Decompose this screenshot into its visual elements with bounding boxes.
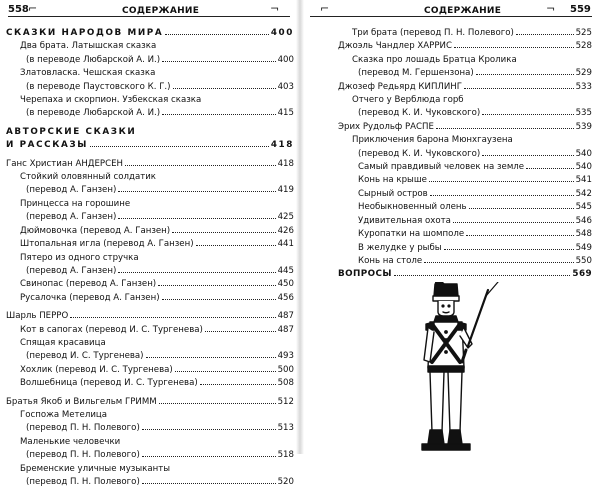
toc-entry: Принцесса на горошине	[20, 198, 131, 209]
header-rule	[8, 16, 290, 17]
toc-entry: Удивительная охота 546	[358, 215, 592, 226]
right-page-number: 559	[570, 4, 591, 15]
toc-entry: (в переводе Любарской А. И.) 400	[26, 54, 294, 65]
ornament-icon: ⌐	[28, 2, 38, 15]
toc-section: АВТОРСКИЕ СКАЗКИ	[6, 126, 137, 137]
toc-entry: Волшебница (перевод И. С. Тургенева) 508	[20, 378, 294, 389]
toc-entry: (в переводе Любарской А. И.) 415	[26, 108, 294, 119]
toc-entry: Спящая красавица	[20, 337, 106, 348]
toc-entry: Госпожа Метелица	[20, 409, 108, 420]
toc-entry: Черепаха и скорпион. Узбекская сказка	[20, 95, 202, 106]
toc-author: Ганс Христиан АНДЕРСЕН 418	[6, 158, 294, 169]
toc-author: Джозеф Редьярд КИПЛИНГ 533	[338, 81, 592, 92]
toc-entry: Куропатки на шомполе 548	[358, 229, 592, 240]
ornament-icon: ¬	[270, 2, 280, 15]
toc-entry: (перевод К. И. Чуковского) 540	[358, 148, 592, 159]
toc-entry: (перевод А. Ганзен) 419	[26, 185, 294, 196]
toc-entry: Необыкновенный олень 545	[358, 202, 592, 213]
toc-entry: (перевод П. Н. Полевого) 518	[26, 450, 294, 461]
toc-left	[6, 27, 294, 489]
tin-soldier-illustration	[408, 282, 508, 454]
toc-entry: Самый правдивый человек на земле 540	[358, 162, 592, 173]
toc-entry: (перевод М. Гершензона) 529	[358, 68, 592, 79]
left-page-header: СОДЕРЖАНИЕ	[122, 6, 200, 16]
toc-entry: (в переводе Паустовского К. Г.) 403	[26, 81, 294, 92]
toc-entry: Кот в сапогах (перевод И. С. Тургенева) 487	[20, 324, 294, 335]
header-rule	[310, 16, 592, 17]
toc-entry: Маленькие человечки	[20, 436, 121, 447]
ornament-icon: ¬	[546, 2, 556, 15]
toc-entry: (перевод К. И. Чуковского) 535	[358, 108, 592, 119]
toc-entry: Русалочка (перевод А. Ганзен) 456	[20, 292, 294, 303]
toc-entry: Дюймовочка (перевод А. Ганзен) 426	[20, 225, 294, 236]
toc-entry: Свинопас (перевод А. Ганзен) 450	[20, 279, 294, 290]
toc-entry: Пятеро из одного стручка	[20, 252, 139, 263]
toc-entry: Хохлик (перевод И. С. Тургенева) 500	[20, 364, 294, 375]
toc-section: ВОПРОСЫ 569	[338, 269, 592, 280]
toc-entry: (перевод П. Н. Полевого) 513	[26, 423, 294, 434]
toc-entry: Стойкий оловянный солдатик	[20, 172, 156, 183]
toc-author: Эрих Рудольф РАСПЕ 539	[338, 121, 592, 132]
toc-right	[338, 27, 592, 282]
toc-entry: Конь на столе 550	[358, 255, 592, 266]
toc-entry: Два брата. Латышская сказка	[20, 41, 157, 52]
right-page-header: СОДЕРЖАНИЕ	[424, 6, 502, 16]
toc-author: Джоэль Чандлер ХАРРИС 528	[338, 41, 592, 52]
toc-entry: Три брата (перевод П. Н. Полевого) 525	[352, 28, 592, 38]
toc-entry: Сказка про лошадь Братца Кролика	[352, 54, 517, 65]
toc-entry: Конь на крыше 541	[358, 175, 592, 186]
toc-entry: В желудке у рыбы 549	[358, 242, 592, 253]
toc-entry: Златовласка. Чешская сказка	[20, 68, 156, 79]
toc-section: СКАЗКИ НАРОДОВ МИРА 400	[6, 28, 294, 38]
toc-entry: (перевод А. Ганзен) 445	[26, 265, 294, 276]
right-page	[300, 0, 600, 454]
toc-entry: Отчего у Верблюда горб	[352, 95, 464, 106]
toc-entry: Бременские уличные музыканты	[20, 463, 171, 474]
left-page	[0, 0, 300, 487]
toc-author: Братья Якоб и Вильгельм ГРИММ 512	[6, 396, 294, 407]
toc-section: И РАССКАЗЫ 418	[6, 140, 294, 151]
toc-author: Шарль ПЕРРО 487	[6, 311, 294, 322]
toc-entry: Сырный остров 542	[358, 188, 592, 199]
toc-entry: (перевод И. С. Тургенева) 493	[26, 351, 294, 362]
toc-entry: Приключения барона Мюнхгаузена	[352, 135, 513, 146]
toc-entry: Штопальная игла (перевод А. Ганзен) 441	[20, 239, 294, 250]
ornament-icon: ⌐	[320, 2, 330, 15]
toc-entry: (перевод П. Н. Полевого) 520	[26, 477, 294, 487]
toc-entry: (перевод А. Ганзен) 425	[26, 212, 294, 223]
left-page-number: 558	[8, 4, 29, 15]
